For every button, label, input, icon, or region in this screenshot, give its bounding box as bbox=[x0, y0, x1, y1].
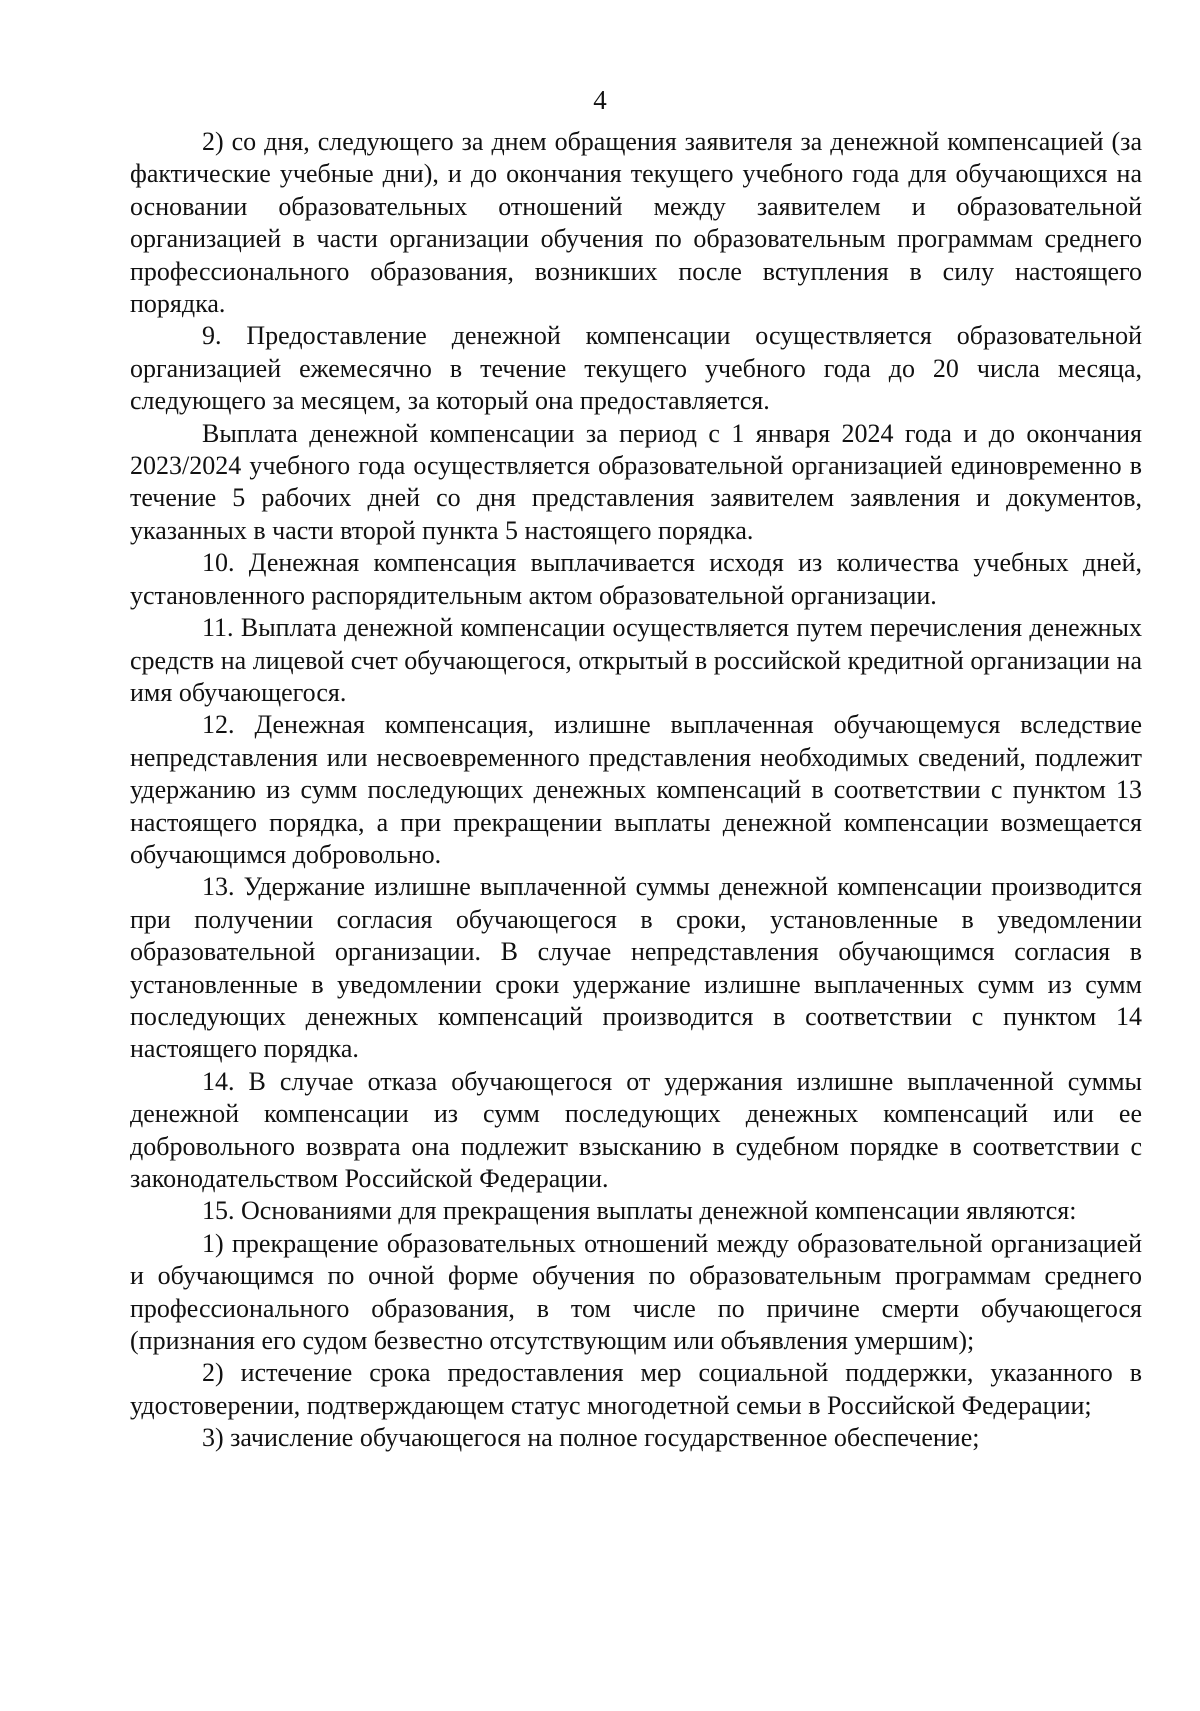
paragraph-item-13: 13. Удержание излишне выплаченной суммы денежной компенсации производится при получении согласия обучающегося в сроки, установленные в уведомлении образовательной организации. В случае непредставления обучающимся согласия в установленные в уведомлении сроки удержание излишне выплаченных сумм из сумм последующих денежных компенсаций производится в соответствии с пунктом 14 настоящего порядка. bbox=[130, 872, 1142, 1064]
page-number: 4 bbox=[593, 85, 607, 115]
paragraph-item-12: 12. Денежная компенсация, излишне выплаченная обучающемуся вследствие непредставления или несвоевременного представления необходимых сведений, подлежит удержанию из сумм последующих денежных компенсаций в соответствии с пунктом 13 настоящего порядка, а при прекращении выплаты денежной компенсации возмещается обучающимся добровольно. bbox=[130, 710, 1142, 869]
paragraph-item-15-subitem-1: 1) прекращение образовательных отношений между образовательной организацией и обучающимся по очной форме обучения по образовательным программам среднего профессионального образования, в том числе по причине смерти обучающегося (признания его судом безвестно отсутствующим или объявления умершим); bbox=[130, 1228, 1142, 1356]
paragraph-item-15-subitem-2: 2) истечение срока предоставления мер социальной поддержки, указанного в удостоверении, подтверждающем статус многодетной семьи в Российской Федерации; bbox=[130, 1358, 1142, 1420]
document-body bbox=[130, 126, 1142, 1455]
paragraph-item-11: 11. Выплата денежной компенсации осуществляется путем перечисления денежных средств на лицевой счет обучающегося, открытый в российской кредитной организации на имя обучающегося. bbox=[130, 613, 1142, 707]
paragraph-item-10: 10. Денежная компенсация выплачивается исходя из количества учебных дней, установленного распорядительным актом образовательной организации. bbox=[130, 548, 1142, 610]
paragraph-item-14: 14. В случае отказа обучающегося от удержания излишне выплаченной суммы денежной компенсации из сумм последующих денежных компенсаций или ее добровольного возврата она подлежит взысканию в судебном порядке в соответствии с законодательством Российской Федерации. bbox=[130, 1066, 1142, 1193]
paragraph-item-9: 9. Предоставление денежной компенсации осуществляется образовательной организацией ежемесячно в течение текущего учебного года до 20 числа месяца, следующего за месяцем, за который она предоставляется. bbox=[130, 321, 1142, 416]
paragraph-item-15-subitem-3: 3) зачисление обучающегося на полное государственное обеспечение; bbox=[202, 1423, 980, 1453]
paragraph-subitem-2-start-date: 2) со дня, следующего за днем обращения заявителя за денежной компенсацией (за фактические учебные дни), и до окончания текущего учебного года для обучающихся на основании образовательных отношений между заявителем и образовательной организацией в части организации обучения по образовательным программам среднего профессионального образования, возникших после вступления в силу настоящего порядка. bbox=[130, 127, 1142, 319]
paragraph-item-15: 15. Основаниями для прекращения выплаты денежной компенсации являются: bbox=[202, 1196, 1077, 1226]
paragraph-item-9-lump-sum: Выплата денежной компенсации за период с 1 января 2024 года и до окончания 2023/2024 учебного года осуществляется образовательной организацией единовременно в течение 5 рабочих дней со дня представления заявителем заявления и документов, указанных в части второй пункта 5 настоящего порядка. bbox=[130, 418, 1142, 545]
